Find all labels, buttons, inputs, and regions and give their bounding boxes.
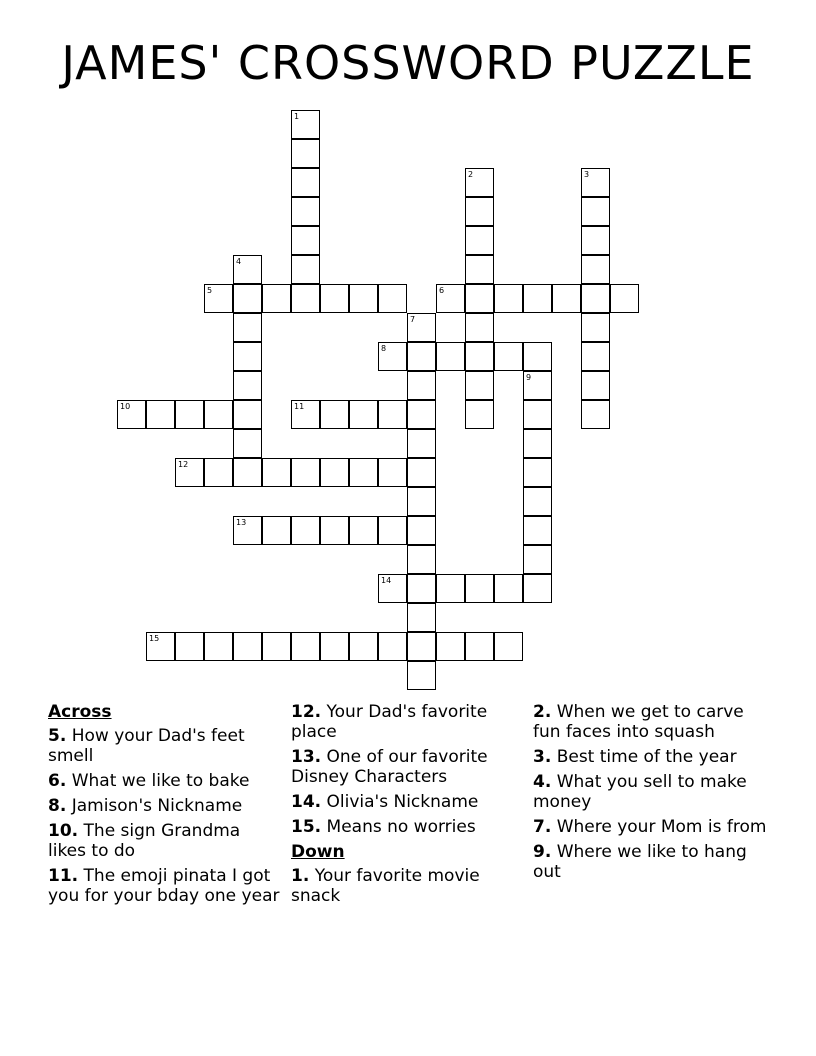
grid-cell[interactable]	[291, 110, 320, 139]
grid-cell[interactable]	[407, 342, 436, 371]
grid-cell[interactable]	[378, 458, 407, 487]
clue-column-3	[533, 702, 767, 887]
clue-item	[291, 702, 525, 742]
grid-cell[interactable]	[523, 458, 552, 487]
clue-column-2	[291, 702, 525, 911]
clue-item-number: 13.	[291, 747, 322, 767]
grid-cell[interactable]	[581, 313, 610, 342]
grid-cell[interactable]	[407, 574, 436, 603]
clue-item	[533, 702, 767, 742]
clue-item-text: Where we like to hang out	[533, 842, 747, 882]
clue-number: 13	[236, 518, 247, 527]
grid-cell[interactable]	[320, 458, 349, 487]
clue-item-number: 5.	[48, 726, 67, 746]
grid-cell[interactable]	[378, 574, 407, 603]
clue-number: 1	[294, 112, 300, 121]
grid-cell[interactable]	[407, 458, 436, 487]
clue-item	[48, 821, 282, 861]
grid-cell[interactable]	[523, 487, 552, 516]
grid-cell[interactable]	[581, 342, 610, 371]
clue-number: 4	[236, 257, 242, 266]
grid-cell[interactable]	[291, 400, 320, 429]
grid-cell[interactable]	[233, 313, 262, 342]
grid-cell[interactable]	[291, 197, 320, 226]
clue-number: 6	[439, 286, 445, 295]
clue-number: 15	[149, 634, 160, 643]
grid-cell[interactable]	[407, 632, 436, 661]
grid-cell[interactable]	[523, 574, 552, 603]
clue-item	[291, 866, 525, 906]
grid-cell[interactable]	[291, 139, 320, 168]
clue-item-text: Means no worries	[321, 817, 476, 837]
clue-item	[48, 796, 282, 816]
grid-cell[interactable]	[233, 429, 262, 458]
clue-item-number: 15.	[291, 817, 322, 837]
grid-cell[interactable]	[581, 255, 610, 284]
grid-cell[interactable]	[146, 400, 175, 429]
clue-number: 11	[294, 402, 305, 411]
grid-cell[interactable]	[407, 661, 436, 690]
grid-cell[interactable]	[204, 284, 233, 313]
clue-item-number: 9.	[533, 842, 552, 862]
grid-cell[interactable]	[465, 284, 494, 313]
clue-item-text: The sign Grandma likes to do	[48, 821, 241, 861]
grid-cell[interactable]	[175, 400, 204, 429]
grid-cell[interactable]	[407, 313, 436, 342]
grid-cell[interactable]	[291, 226, 320, 255]
grid-cell[interactable]	[378, 284, 407, 313]
grid-cell[interactable]	[407, 603, 436, 632]
grid-cell[interactable]	[233, 516, 262, 545]
clue-item-text: Jamison's Nickname	[66, 796, 243, 816]
grid-cell[interactable]	[465, 168, 494, 197]
grid-cell[interactable]	[204, 632, 233, 661]
clue-item	[533, 772, 767, 812]
grid-cell[interactable]	[291, 168, 320, 197]
clue-item-text: What we like to bake	[66, 771, 250, 791]
clue-item-number: 1.	[291, 866, 310, 886]
grid-cell[interactable]	[291, 255, 320, 284]
grid-cell[interactable]	[262, 458, 291, 487]
clue-item-number: 7.	[533, 817, 552, 837]
grid-cell[interactable]	[523, 284, 552, 313]
clue-item	[291, 817, 525, 837]
grid-cell[interactable]	[378, 516, 407, 545]
grid-cell[interactable]	[494, 632, 523, 661]
clue-number: 3	[584, 170, 590, 179]
grid-cell[interactable]	[320, 400, 349, 429]
clue-item-number: 2.	[533, 702, 552, 722]
grid-cell[interactable]	[465, 255, 494, 284]
grid-cell[interactable]	[436, 632, 465, 661]
grid-cell[interactable]	[436, 342, 465, 371]
clue-item	[48, 771, 282, 791]
clue-item-text: Where your Mom is from	[551, 817, 767, 837]
grid-cell[interactable]	[523, 545, 552, 574]
grid-cell[interactable]	[581, 197, 610, 226]
clue-item	[48, 726, 282, 766]
clue-item-number: 3.	[533, 747, 552, 767]
clue-item	[533, 842, 767, 882]
grid-cell[interactable]	[320, 284, 349, 313]
clue-number: 5	[207, 286, 213, 295]
grid-cell[interactable]	[320, 632, 349, 661]
clue-item-number: 8.	[48, 796, 67, 816]
grid-cell[interactable]	[262, 516, 291, 545]
grid-cell[interactable]	[610, 284, 639, 313]
grid-cell[interactable]	[407, 400, 436, 429]
grid-cell[interactable]	[494, 574, 523, 603]
clue-item-text: Your Dad's favorite place	[291, 702, 488, 742]
clue-item-number: 12.	[291, 702, 322, 722]
grid-cell[interactable]	[233, 458, 262, 487]
down-heading: Down	[291, 842, 345, 862]
grid-cell[interactable]	[320, 516, 349, 545]
clue-number: 2	[468, 170, 474, 179]
clue-item-text: When we get to carve fun faces into squash	[533, 702, 744, 742]
clue-item-number: 6.	[48, 771, 67, 791]
clue-item	[533, 747, 767, 767]
grid-cell[interactable]	[552, 284, 581, 313]
clue-item-text: What you sell to make money	[533, 772, 747, 812]
grid-cell[interactable]	[523, 429, 552, 458]
grid-cell[interactable]	[436, 284, 465, 313]
clue-column-1	[48, 702, 282, 911]
grid-cell[interactable]	[494, 342, 523, 371]
clue-item-text: The emoji pinata I got you for your bday one year	[48, 866, 280, 906]
grid-cell[interactable]	[407, 545, 436, 574]
page-title: JAMES' CROSSWORD PUZZLE	[61, 36, 755, 90]
across-heading: Across	[48, 702, 112, 722]
grid-cell[interactable]	[349, 516, 378, 545]
clue-number: 9	[526, 373, 532, 382]
grid-cell[interactable]	[465, 197, 494, 226]
grid-cell[interactable]	[262, 284, 291, 313]
grid-cell[interactable]	[407, 371, 436, 400]
clue-number: 10	[120, 402, 131, 411]
grid-cell[interactable]	[175, 632, 204, 661]
clue-number: 12	[178, 460, 189, 469]
clue-number: 8	[381, 344, 387, 353]
grid-cell[interactable]	[581, 284, 610, 313]
clue-item-number: 11.	[48, 866, 79, 886]
grid-cell[interactable]	[233, 255, 262, 284]
grid-cell[interactable]	[291, 632, 320, 661]
clue-number: 14	[381, 576, 392, 585]
grid-cell[interactable]	[581, 371, 610, 400]
grid-cell[interactable]	[349, 400, 378, 429]
grid-cell[interactable]	[465, 226, 494, 255]
clue-item-text: Your favorite movie snack	[291, 866, 480, 906]
grid-cell[interactable]	[407, 487, 436, 516]
grid-cell[interactable]	[262, 632, 291, 661]
grid-cell[interactable]	[465, 400, 494, 429]
grid-cell[interactable]	[581, 168, 610, 197]
grid-cell[interactable]	[407, 429, 436, 458]
grid-cell[interactable]	[233, 371, 262, 400]
clue-item	[291, 747, 525, 787]
grid-cell[interactable]	[233, 400, 262, 429]
clue-item-text: How your Dad's feet smell	[48, 726, 245, 766]
grid-cell[interactable]	[204, 400, 233, 429]
grid-cell[interactable]	[465, 313, 494, 342]
grid-cell[interactable]	[233, 342, 262, 371]
grid-cell[interactable]	[523, 342, 552, 371]
grid-cell[interactable]	[581, 400, 610, 429]
grid-cell[interactable]	[581, 226, 610, 255]
grid-cell[interactable]	[204, 458, 233, 487]
grid-cell[interactable]	[465, 574, 494, 603]
grid-cell[interactable]	[291, 516, 320, 545]
grid-cell[interactable]	[117, 400, 146, 429]
grid-cell[interactable]	[407, 516, 436, 545]
grid-cell[interactable]	[378, 342, 407, 371]
clue-item-number: 4.	[533, 772, 552, 792]
grid-cell[interactable]	[146, 632, 175, 661]
grid-cell[interactable]	[436, 574, 465, 603]
clue-item-text: Best time of the year	[551, 747, 737, 767]
grid-cell[interactable]	[349, 632, 378, 661]
clue-item	[48, 866, 282, 906]
grid-cell[interactable]	[494, 284, 523, 313]
grid-cell[interactable]	[523, 400, 552, 429]
grid-cell[interactable]	[465, 632, 494, 661]
clue-item-text: Olivia's Nickname	[321, 792, 479, 812]
grid-cell[interactable]	[523, 516, 552, 545]
clue-item-number: 14.	[291, 792, 322, 812]
clue-item	[291, 792, 525, 812]
grid-cell[interactable]	[378, 632, 407, 661]
clue-item	[533, 817, 767, 837]
grid-cell[interactable]	[233, 632, 262, 661]
clue-item-number: 10.	[48, 821, 79, 841]
grid-cell[interactable]	[175, 458, 204, 487]
grid-cell[interactable]	[349, 458, 378, 487]
grid-cell[interactable]	[349, 284, 378, 313]
grid-cell[interactable]	[523, 371, 552, 400]
clue-item-text: One of our favorite Disney Characters	[291, 747, 488, 787]
grid-cell[interactable]	[378, 400, 407, 429]
clue-number: 7	[410, 315, 416, 324]
grid-cell[interactable]	[291, 284, 320, 313]
grid-cell[interactable]	[465, 371, 494, 400]
grid-cell[interactable]	[291, 458, 320, 487]
grid-cell[interactable]	[233, 284, 262, 313]
grid-cell[interactable]	[465, 342, 494, 371]
